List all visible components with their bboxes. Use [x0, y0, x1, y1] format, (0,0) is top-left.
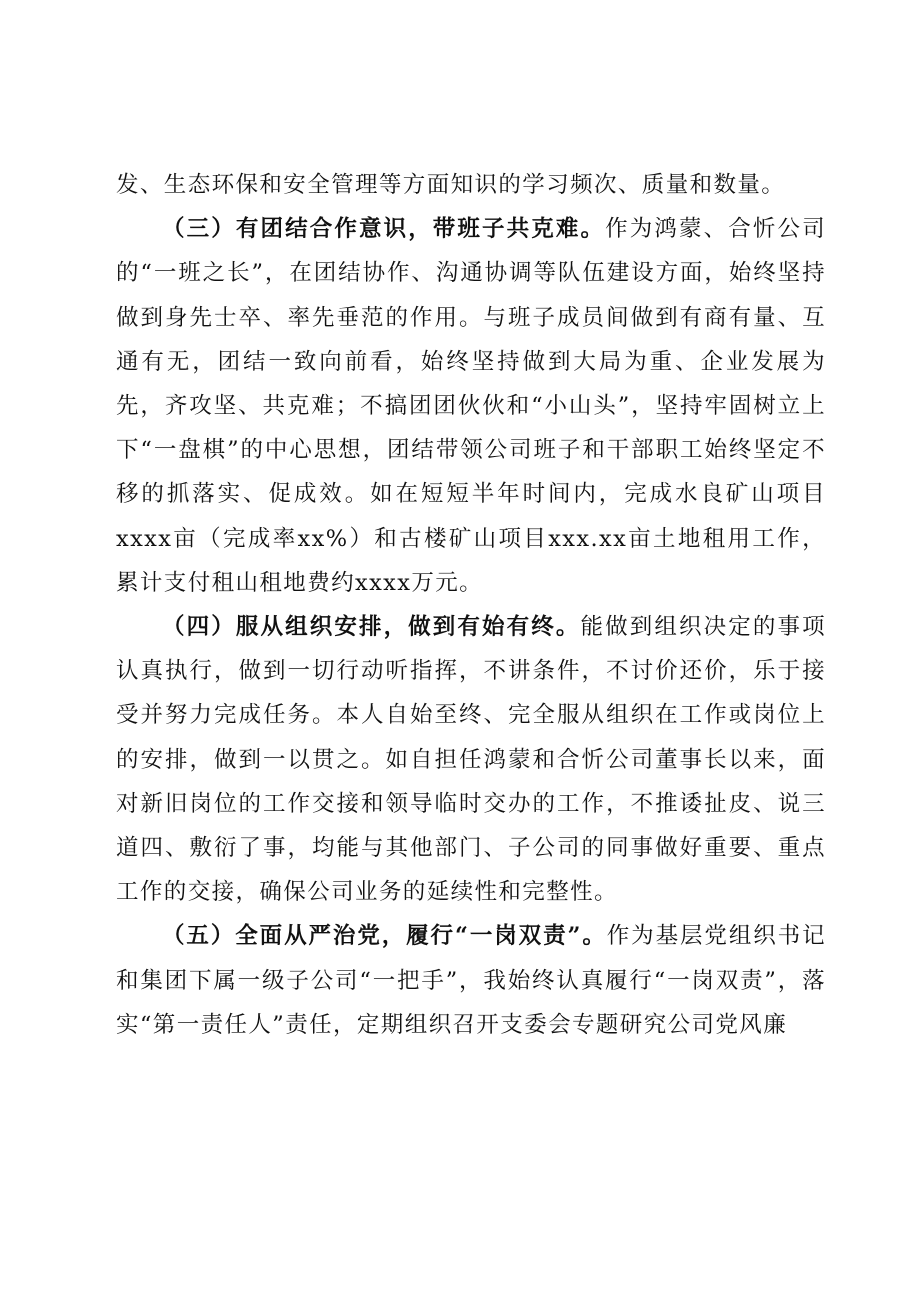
paragraph-text: 作为鸿蒙、合忻公司的“一班之长”，在团结协作、沟通协调等队伍建设方面，始终坚持做到身先士卒、率先垂范的作用。与班子成员间做到有商有量、互通有无，团结一致向前看，始终坚持做到大局为重、企业发展为先，齐攻坚、共克难；不搞团团伙伙和“小山头”，坚持牢固树立上下“一盘棋”的中心思想，团结带领公司班子和干部职工始终坚定不移的抓落实、促成效。如在短短半年时间内，完成水良矿山项目xxxx亩（完成率xx%）和古楼矿山项目xxx.xx亩土地租用工作，累计支付租山租地费约xxxx万元。: [116, 216, 826, 596]
paragraph-section-5: [116, 914, 826, 1047]
paragraph-section-4: [116, 605, 826, 914]
paragraph-section-3: [116, 207, 826, 605]
paragraph-text: 作为基层党组织书记和集团下属一级子公司“一把手”，我始终认真履行“一岗双责”，落实“第一责任人”责任，定期组织召开支委会专题研究公司党风廉: [116, 923, 826, 1038]
paragraph-text: 发、生态环保和安全管理等方面知识的学习频次、质量和数量。: [116, 172, 786, 198]
document-body: [116, 163, 826, 1047]
paragraph-text: 能做到组织决定的事项认真执行，做到一切行动听指挥，不讲条件，不讨价还价，乐于接受并努力完成任务。本人自始至终、完全服从组织在工作或岗位上的安排，做到一以贯之。如自担任鸿蒙和合忻公司董事长以来，面对新旧岗位的工作交接和领导临时交办的工作，不推诿扯皮、说三道四、敷衍了事，均能与其他部门、子公司的同事做好重要、重点工作的交接，确保公司业务的延续性和完整性。: [116, 614, 826, 906]
section-heading-3: （三）有团结合作意识，带班子共克难。: [162, 216, 606, 243]
section-heading-5: （五）全面从严治党，履行“一岗双责”。: [162, 923, 607, 950]
section-heading-4: （四）服从组织安排，做到有始有终。: [162, 614, 581, 641]
paragraph-continued: [116, 163, 826, 207]
